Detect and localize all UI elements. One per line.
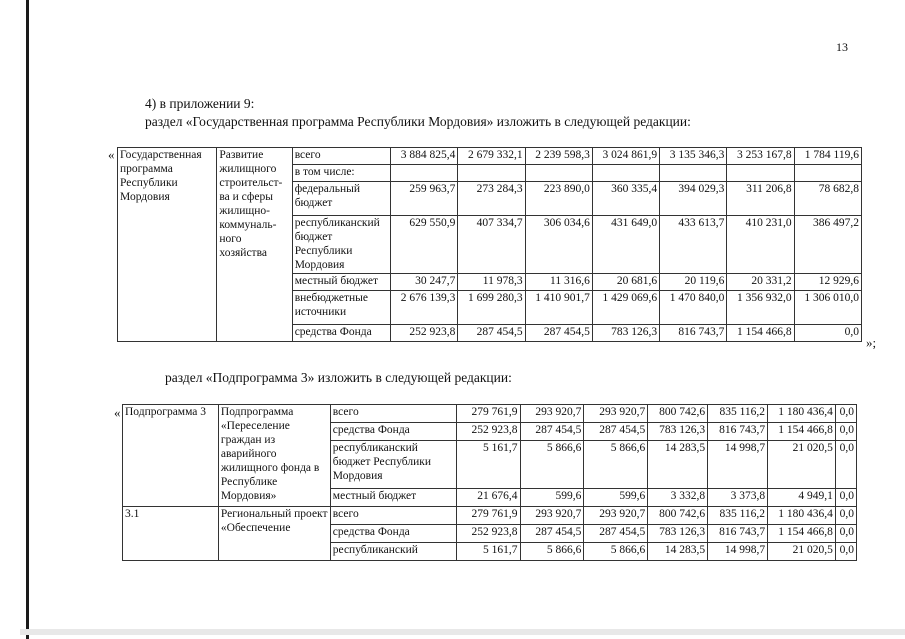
value-cell: 386 497,2 — [794, 216, 861, 274]
value-cell: 252 923,8 — [391, 325, 458, 342]
value-cell: 2 676 139,3 — [391, 291, 458, 325]
value-cell: 3 024 861,9 — [592, 148, 659, 165]
section2-heading: раздел «Подпрограмма 3» изложить в следующей редакции: — [165, 370, 512, 385]
opening-quote-1: « — [108, 147, 115, 162]
value-cell: 223 890,0 — [525, 182, 592, 216]
value-cell: 0,0 — [835, 405, 856, 423]
opening-quote-2: « — [114, 405, 121, 420]
closing-quote: »; — [866, 335, 877, 350]
program-name-cell: Государственная программа Республики Мордовия — [118, 148, 217, 342]
value-cell: 14 998,7 — [708, 543, 768, 561]
value-cell: 599,6 — [520, 489, 584, 507]
value-cell: 252 923,8 — [456, 525, 520, 543]
value-cell: 5 866,6 — [520, 441, 584, 489]
value-cell: 783 126,3 — [592, 325, 659, 342]
funding-source-cell: республиканский бюджет Республики Мордовия — [292, 216, 390, 274]
value-cell: 14 283,5 — [648, 543, 708, 561]
value-cell: 1 180 436,4 — [768, 405, 836, 423]
page-number: 13 — [836, 40, 848, 54]
program-title-cell: Развитие жилищного строительст-ва и сферы жилищно-коммуналь-ного хозяйства — [217, 148, 292, 342]
value-cell: 293 920,7 — [520, 507, 584, 525]
value-cell: 1 470 840,0 — [660, 291, 727, 325]
funding-source-cell: федеральный бюджет — [292, 182, 390, 216]
subprogram-code-cell: Подпрограмма 3 — [123, 405, 219, 507]
section1-heading: раздел «Государственная программа Республики Мордовия» изложить в следующей редакции: — [145, 114, 691, 129]
value-cell: 279 761,9 — [456, 405, 520, 423]
value-cell: 1 410 901,7 — [525, 291, 592, 325]
page-bottom-edge — [20, 629, 905, 635]
value-cell: 14 283,5 — [648, 441, 708, 489]
funding-source-cell: всего — [330, 405, 456, 423]
value-cell: 287 454,5 — [584, 525, 648, 543]
value-cell — [592, 165, 659, 182]
value-cell: 293 920,7 — [520, 405, 584, 423]
value-cell: 0,0 — [835, 525, 856, 543]
value-cell: 273 284,3 — [458, 182, 525, 216]
value-cell: 816 743,7 — [708, 423, 768, 441]
value-cell: 816 743,7 — [660, 325, 727, 342]
value-cell: 287 454,5 — [525, 325, 592, 342]
value-cell: 1 784 119,6 — [794, 148, 861, 165]
page-left-edge — [26, 0, 29, 639]
value-cell: 407 334,7 — [458, 216, 525, 274]
value-cell: 287 454,5 — [520, 525, 584, 543]
funding-source-cell: средства Фонда — [330, 525, 456, 543]
value-cell: 1 154 466,8 — [727, 325, 794, 342]
funding-source-cell: республиканский бюджет Республики Мордовия — [330, 441, 456, 489]
value-cell: 20 681,6 — [592, 274, 659, 291]
value-cell: 3 253 167,8 — [727, 148, 794, 165]
value-cell — [794, 165, 861, 182]
value-cell: 800 742,6 — [648, 405, 708, 423]
value-cell — [660, 165, 727, 182]
value-cell: 5 866,6 — [584, 543, 648, 561]
value-cell: 11 316,6 — [525, 274, 592, 291]
value-cell: 1 699 280,3 — [458, 291, 525, 325]
value-cell: 3 135 346,3 — [660, 148, 727, 165]
value-cell — [391, 165, 458, 182]
subprogram-code-cell: 3.1 — [123, 507, 219, 561]
value-cell: 816 743,7 — [708, 525, 768, 543]
value-cell: 252 923,8 — [456, 423, 520, 441]
value-cell: 0,0 — [794, 325, 861, 342]
value-cell — [458, 165, 525, 182]
funding-source-cell: всего — [292, 148, 390, 165]
value-cell: 30 247,7 — [391, 274, 458, 291]
funding-source-cell: в том числе: — [292, 165, 390, 182]
value-cell: 3 332,8 — [648, 489, 708, 507]
value-cell: 1 180 436,4 — [768, 507, 836, 525]
value-cell: 835 116,2 — [708, 405, 768, 423]
program-funding-table — [117, 147, 862, 342]
value-cell: 0,0 — [835, 489, 856, 507]
value-cell: 783 126,3 — [648, 423, 708, 441]
value-cell: 287 454,5 — [584, 423, 648, 441]
value-cell: 1 356 932,0 — [727, 291, 794, 325]
value-cell: 3 884 825,4 — [391, 148, 458, 165]
value-cell: 5 866,6 — [520, 543, 584, 561]
value-cell: 259 963,7 — [391, 182, 458, 216]
value-cell: 78 682,8 — [794, 182, 861, 216]
value-cell: 293 920,7 — [584, 507, 648, 525]
value-cell: 800 742,6 — [648, 507, 708, 525]
table-row — [123, 405, 857, 423]
value-cell: 0,0 — [835, 543, 856, 561]
value-cell: 1 154 466,8 — [768, 525, 836, 543]
table-row — [123, 507, 857, 525]
funding-source-cell: местный бюджет — [292, 274, 390, 291]
value-cell: 279 761,9 — [456, 507, 520, 525]
value-cell: 0,0 — [835, 507, 856, 525]
value-cell: 293 920,7 — [584, 405, 648, 423]
value-cell: 2 239 598,3 — [525, 148, 592, 165]
value-cell: 20 331,2 — [727, 274, 794, 291]
value-cell: 431 649,0 — [592, 216, 659, 274]
value-cell: 21 020,5 — [768, 441, 836, 489]
value-cell: 5 161,7 — [456, 543, 520, 561]
value-cell: 5 161,7 — [456, 441, 520, 489]
value-cell: 14 998,7 — [708, 441, 768, 489]
value-cell: 360 335,4 — [592, 182, 659, 216]
value-cell: 629 550,9 — [391, 216, 458, 274]
value-cell: 21 676,4 — [456, 489, 520, 507]
value-cell: 20 119,6 — [660, 274, 727, 291]
value-cell: 287 454,5 — [520, 423, 584, 441]
table-row — [118, 148, 862, 165]
funding-source-cell: республиканский — [330, 543, 456, 561]
value-cell: 287 454,5 — [458, 325, 525, 342]
value-cell — [727, 165, 794, 182]
subprogram-title-cell: Региональный проект «Обеспечение — [218, 507, 330, 561]
value-cell: 12 929,6 — [794, 274, 861, 291]
value-cell: 4 949,1 — [768, 489, 836, 507]
value-cell: 5 866,6 — [584, 441, 648, 489]
subprogram-funding-table — [122, 404, 857, 561]
subprogram-title-cell: Подпрограмма «Переселение граждан из аварийного жилищного фонда в Республике Мордовия» — [218, 405, 330, 507]
value-cell: 21 020,5 — [768, 543, 836, 561]
intro-line: 4) в приложении 9: — [145, 96, 255, 111]
value-cell: 311 206,8 — [727, 182, 794, 216]
value-cell — [525, 165, 592, 182]
funding-source-cell: местный бюджет — [330, 489, 456, 507]
value-cell: 1 429 069,6 — [592, 291, 659, 325]
value-cell: 306 034,6 — [525, 216, 592, 274]
value-cell: 3 373,8 — [708, 489, 768, 507]
value-cell: 783 126,3 — [648, 525, 708, 543]
value-cell: 599,6 — [584, 489, 648, 507]
value-cell: 1 154 466,8 — [768, 423, 836, 441]
value-cell: 11 978,3 — [458, 274, 525, 291]
funding-source-cell: всего — [330, 507, 456, 525]
value-cell: 394 029,3 — [660, 182, 727, 216]
value-cell: 1 306 010,0 — [794, 291, 861, 325]
value-cell: 0,0 — [835, 441, 856, 489]
funding-source-cell: внебюджетные источники — [292, 291, 390, 325]
value-cell: 410 231,0 — [727, 216, 794, 274]
value-cell: 835 116,2 — [708, 507, 768, 525]
value-cell: 2 679 332,1 — [458, 148, 525, 165]
funding-source-cell: средства Фонда — [330, 423, 456, 441]
value-cell: 433 613,7 — [660, 216, 727, 274]
value-cell: 0,0 — [835, 423, 856, 441]
funding-source-cell: средства Фонда — [292, 325, 390, 342]
